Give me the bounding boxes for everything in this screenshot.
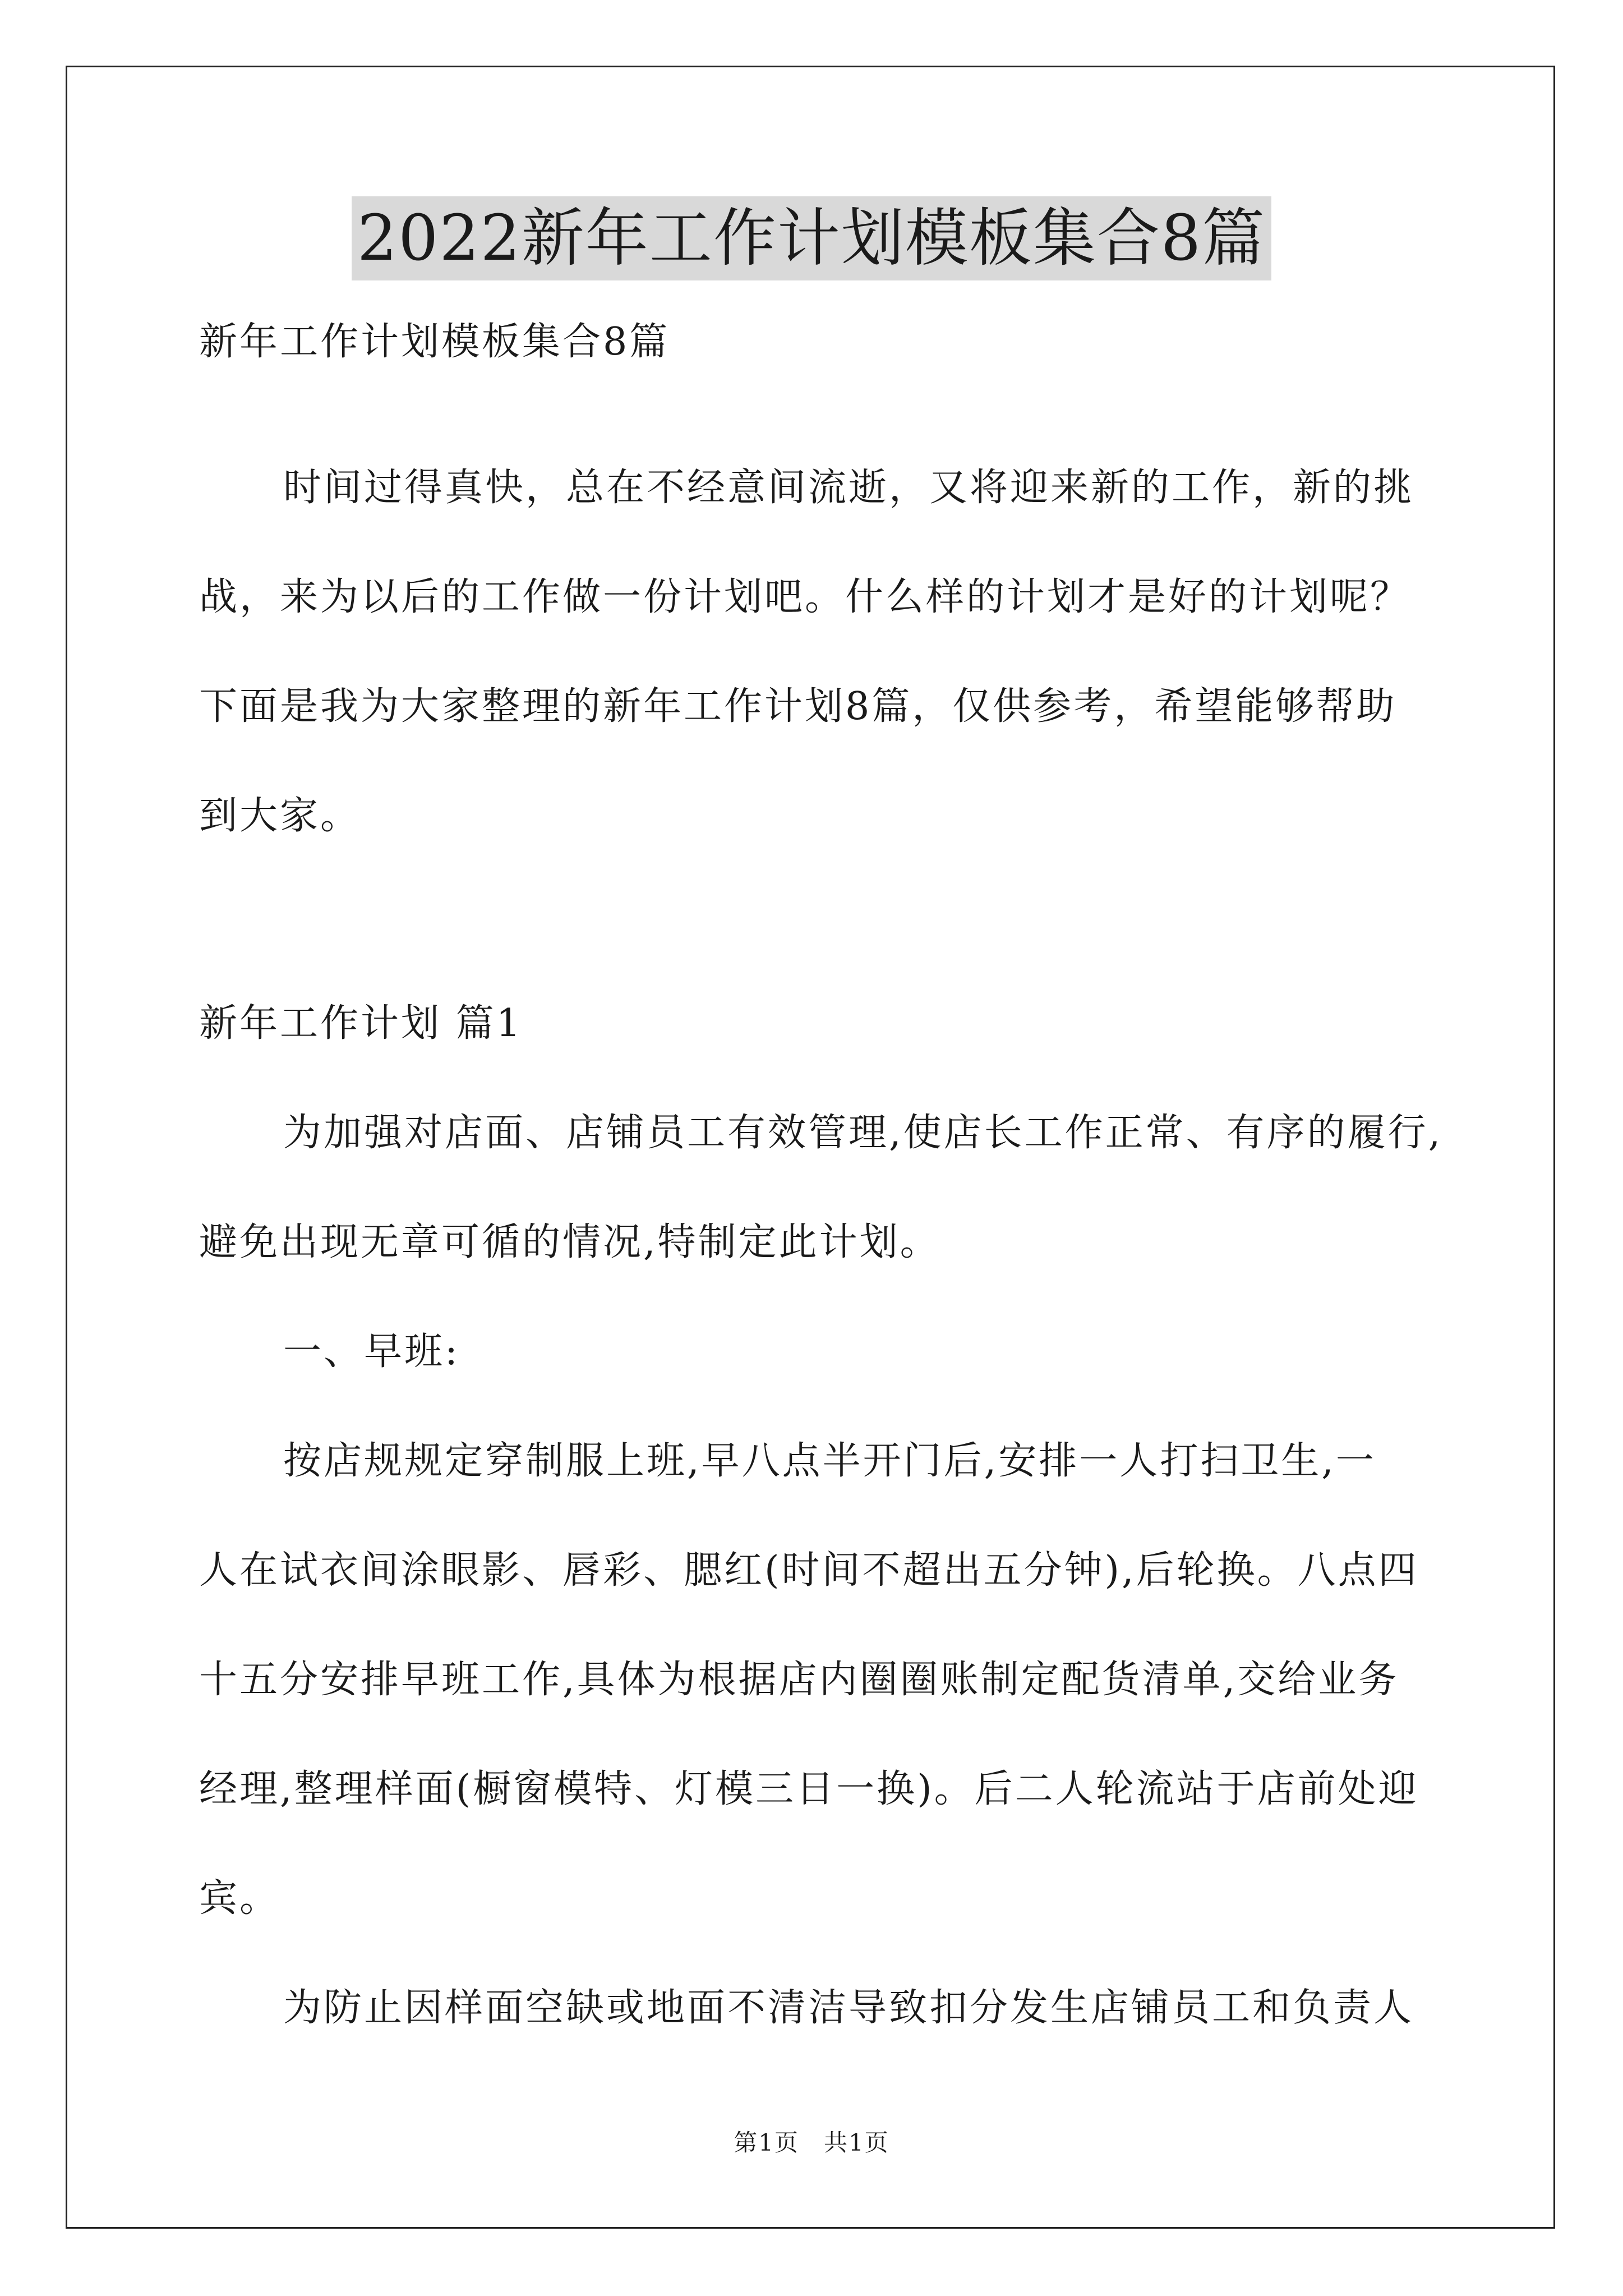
intro-line-3: 下面是我为大家整理的新年工作计划8篇，仅供参考，希望能够帮助 xyxy=(199,684,1397,729)
body-line-3: 按店规规定穿制服上班,早八点半开门后,安排一人打扫卫生,一 xyxy=(283,1439,1376,1483)
body-line-7: 宾。 xyxy=(199,1876,280,1921)
subtitle-line: 新年工作计划模板集合8篇 xyxy=(199,320,670,364)
intro-line-2: 战，来为以后的工作做一份计划吧。什么样的计划才是好的计划呢？ xyxy=(199,575,1411,619)
body-line-4: 人在试衣间涂眼影、唇彩、腮红(时间不超出五分钟),后轮换。八点四 xyxy=(199,1548,1419,1593)
title-container xyxy=(0,196,1623,280)
body-line-8: 为防止因样面空缺或地面不清洁导致扣分发生店铺员工和负责人 xyxy=(283,1986,1414,2030)
page-number-footer: 第1页 共1页 xyxy=(734,2129,889,2156)
body-line-2: 避免出现无章可循的情况,特制定此计划。 xyxy=(199,1220,940,1264)
subsection-heading: 一、早班: xyxy=(283,1329,460,1374)
intro-line-1: 时间过得真快，总在不经意间流逝，又将迎来新的工作，新的挑 xyxy=(283,466,1414,510)
document-title: 2022新年工作计划模板集合8篇 xyxy=(352,196,1271,280)
intro-line-4: 到大家。 xyxy=(199,794,361,838)
body-line-5: 十五分安排早班工作,具体为根据店内圈圈账制定配货清单,交给业务 xyxy=(199,1658,1399,1702)
body-line-6: 经理,整理样面(橱窗模特、灯模三日一换)。后二人轮流站于店前处迎 xyxy=(199,1767,1419,1811)
section-heading: 新年工作计划 篇1 xyxy=(199,1001,523,1046)
body-line-1: 为加强对店面、店铺员工有效管理,使店长工作正常、有序的履行, xyxy=(283,1111,1443,1155)
